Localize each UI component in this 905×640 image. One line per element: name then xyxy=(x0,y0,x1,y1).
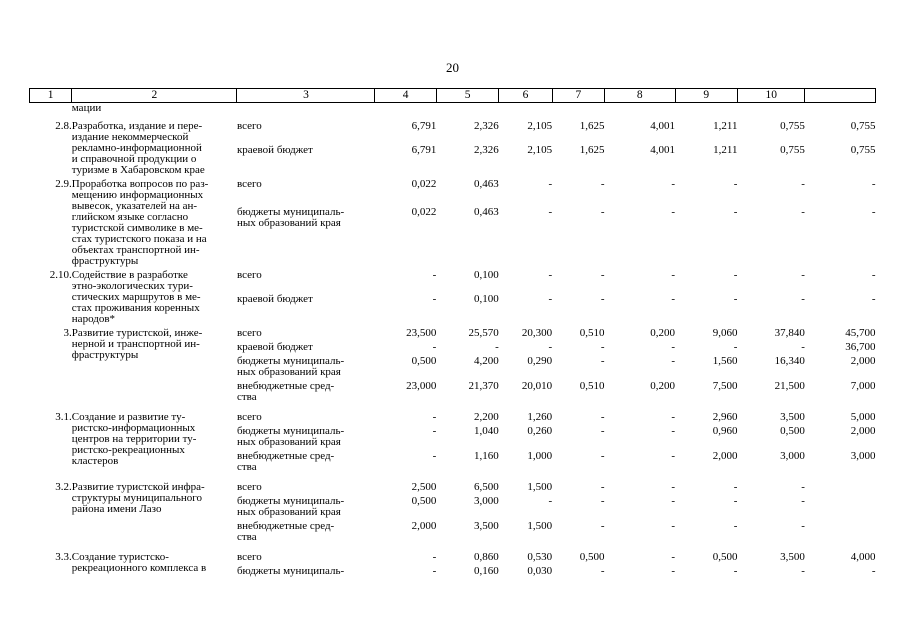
funding-value: 1,211 xyxy=(713,143,738,156)
program-description-line: Содействие в разработке xyxy=(71,269,188,281)
funding-value: - xyxy=(871,206,876,219)
funding-value: 1,000 xyxy=(527,450,553,462)
funding-value xyxy=(675,103,737,122)
program-description-line: Разработка, издание и пере- xyxy=(71,120,203,132)
item-number: 3.2. xyxy=(55,481,72,493)
funding-value: - xyxy=(871,292,876,305)
table-row xyxy=(30,270,876,294)
funding-value: - xyxy=(871,269,876,281)
funding-value: - xyxy=(671,495,676,507)
funding-value xyxy=(805,521,876,552)
funding-value: - xyxy=(432,425,437,437)
funding-value: 2,000 xyxy=(850,425,876,437)
funding-value: 2,326 xyxy=(474,120,499,132)
funding-value: 0,290 xyxy=(527,355,553,367)
funding-source xyxy=(237,328,375,342)
funding-value: 16,340 xyxy=(774,355,805,367)
col-header xyxy=(805,89,876,103)
funding-value: 4,001 xyxy=(650,120,676,132)
funding-value: - xyxy=(801,520,805,532)
table-row xyxy=(30,412,876,426)
funding-source xyxy=(237,496,375,521)
funding-value: 7,000 xyxy=(850,380,876,392)
program-description xyxy=(72,270,237,328)
program-description-line: ристско-рекреационных xyxy=(71,444,185,456)
program-description-line: и справочной продукции о xyxy=(71,153,197,165)
funding-value: - xyxy=(671,269,676,281)
program-description-line: Создание туристско- xyxy=(71,551,169,563)
funding-value: 1,211 xyxy=(713,120,738,132)
funding-source xyxy=(237,482,375,496)
item-number: 2.10. xyxy=(49,269,72,281)
funding-value xyxy=(805,482,876,496)
budget-table xyxy=(29,88,876,586)
funding-value: - xyxy=(801,341,805,353)
program-description-line: района имени Лазо xyxy=(71,503,162,515)
funding-value: 1,560 xyxy=(712,355,738,367)
funding-value xyxy=(499,103,552,122)
program-description-line: Развитие туристской, инже- xyxy=(71,327,203,339)
funding-source-line: ных образований края xyxy=(236,506,341,518)
funding-value xyxy=(436,103,498,122)
program-description-line: вывесок, указателей на ан- xyxy=(71,200,198,212)
funding-source-line: ства xyxy=(236,461,257,473)
budget-table-area xyxy=(29,88,876,640)
program-description xyxy=(72,412,237,482)
program-description-line: мации xyxy=(71,102,102,114)
funding-source-line: всего xyxy=(236,178,262,190)
funding-value: - xyxy=(600,269,605,281)
funding-value: - xyxy=(871,565,876,577)
funding-value: 0,160 xyxy=(474,565,499,577)
funding-value: 3,000 xyxy=(850,450,876,462)
funding-value: - xyxy=(548,206,553,219)
funding-value: 0,755 xyxy=(780,143,805,156)
funding-value: 0,500 xyxy=(411,355,437,367)
funding-value: - xyxy=(801,269,805,281)
funding-value: - xyxy=(733,269,738,281)
funding-value: 23,000 xyxy=(406,380,437,392)
funding-value: - xyxy=(600,565,605,577)
item-number: 2.9. xyxy=(55,178,72,190)
funding-value: 9,060 xyxy=(712,327,738,339)
funding-value: - xyxy=(600,520,605,532)
funding-source-line: ных образований края xyxy=(236,217,341,230)
funding-value xyxy=(605,103,676,122)
funding-value: 1,500 xyxy=(527,481,553,493)
funding-value: - xyxy=(548,178,553,190)
program-description-line: народов* xyxy=(71,313,116,325)
funding-source xyxy=(237,412,375,426)
funding-value: - xyxy=(432,269,437,281)
funding-value: - xyxy=(871,178,876,190)
funding-value: 2,960 xyxy=(712,411,738,423)
col-header: 1 xyxy=(30,89,72,103)
funding-source xyxy=(237,207,375,270)
funding-value: 0,755 xyxy=(850,143,876,156)
funding-value: 0,755 xyxy=(780,120,805,132)
funding-value: 3,500 xyxy=(780,411,805,423)
funding-value: 23,500 xyxy=(406,327,437,339)
funding-source-line: бюджеты муниципаль- xyxy=(236,495,345,507)
funding-value: 4,000 xyxy=(850,551,876,563)
program-description-line: стических маршрутов в ме- xyxy=(71,291,201,303)
funding-value: 2,105 xyxy=(527,120,553,132)
funding-source-line: бюджеты муниципаль- xyxy=(236,425,345,437)
funding-source-line: краевой бюджет xyxy=(236,143,313,156)
funding-value: - xyxy=(432,341,437,353)
funding-value: - xyxy=(671,425,676,437)
funding-value xyxy=(805,103,876,122)
program-description-line: издание некоммерческой xyxy=(71,131,189,143)
funding-source-line: бюджеты муниципаль- xyxy=(236,206,345,219)
funding-value: - xyxy=(671,551,676,563)
funding-value: 37,840 xyxy=(774,327,805,339)
funding-value: 25,570 xyxy=(468,327,499,339)
funding-value: 1,625 xyxy=(579,120,605,132)
item-number: 3. xyxy=(63,327,72,339)
program-description-line: объектах транспортной ин- xyxy=(71,244,200,256)
program-description xyxy=(72,328,237,412)
funding-source xyxy=(237,426,375,451)
funding-source-line: бюджеты муниципаль- xyxy=(236,355,345,367)
program-description-line: рекламно-информационной xyxy=(71,142,202,154)
funding-source xyxy=(237,342,375,356)
funding-value: 4,200 xyxy=(474,355,499,367)
funding-value: 6,500 xyxy=(474,481,499,493)
funding-value: 45,700 xyxy=(845,327,876,339)
funding-source-line: ных образований края xyxy=(236,366,341,378)
funding-value: 0,500 xyxy=(579,551,605,563)
funding-value: - xyxy=(600,292,605,305)
funding-value: - xyxy=(600,495,605,507)
funding-source xyxy=(237,356,375,381)
funding-source xyxy=(237,521,375,552)
table-row xyxy=(30,328,876,342)
table-row xyxy=(30,552,876,566)
program-description-line: фраструктуры xyxy=(71,349,139,361)
funding-value: - xyxy=(600,481,605,493)
funding-value: - xyxy=(671,481,676,493)
program-description-line: стах проживания коренных xyxy=(71,302,200,314)
item-number: 3.3. xyxy=(55,551,72,563)
funding-value: 0,100 xyxy=(474,269,499,281)
funding-source-line: всего xyxy=(236,481,262,493)
program-description-line: нерной и транспортной ин- xyxy=(71,338,200,350)
program-description-line: структуры муниципального xyxy=(71,492,202,504)
funding-value: 21,370 xyxy=(468,380,499,392)
col-header: 3 xyxy=(237,89,375,103)
funding-value: 0,463 xyxy=(474,178,499,190)
program-description xyxy=(72,482,237,552)
funding-value xyxy=(805,496,876,521)
funding-value: 0,500 xyxy=(780,425,805,437)
funding-value: 0,260 xyxy=(527,425,553,437)
program-description-line: стах туристского показа и на xyxy=(71,233,207,245)
program-description-line: центров на территории ту- xyxy=(71,433,197,445)
funding-value: - xyxy=(432,411,437,423)
funding-value: - xyxy=(801,178,805,190)
funding-source-line: внебюджетные сред- xyxy=(236,450,335,462)
funding-value: - xyxy=(801,292,805,305)
funding-value: - xyxy=(432,551,437,563)
funding-value: - xyxy=(671,411,676,423)
funding-value: - xyxy=(548,341,553,353)
funding-source-line: бюджеты муниципаль- xyxy=(236,565,345,577)
funding-value: - xyxy=(733,341,738,353)
program-description-line: рекреационного комплекса в xyxy=(71,562,207,574)
funding-value: - xyxy=(671,292,676,305)
program-description-line: Создание и развитие ту- xyxy=(71,411,186,423)
funding-value xyxy=(375,103,436,122)
funding-value: - xyxy=(432,292,437,305)
program-description-line: туризме в Хабаровском крае xyxy=(71,164,205,176)
funding-value: - xyxy=(671,178,676,190)
funding-value: - xyxy=(600,206,605,219)
funding-value: - xyxy=(733,481,738,493)
program-description-line: Развитие туристской инфра- xyxy=(71,481,205,493)
table-row xyxy=(30,121,876,145)
funding-source-line: всего xyxy=(236,411,262,423)
table-header-row xyxy=(30,89,876,103)
col-header: 4 xyxy=(375,89,436,103)
funding-value: - xyxy=(600,341,605,353)
funding-value: - xyxy=(801,565,805,577)
funding-source-line: краевой бюджет xyxy=(236,292,313,305)
funding-value: - xyxy=(671,341,676,353)
funding-value: - xyxy=(801,481,805,493)
program-description-line: мещению информационных xyxy=(71,189,204,201)
funding-value: 0,960 xyxy=(712,425,738,437)
funding-value: 2,326 xyxy=(474,143,499,156)
funding-source xyxy=(237,145,375,179)
program-description-line: кластеров xyxy=(71,455,119,467)
funding-value: 1,625 xyxy=(579,143,605,156)
program-description-line: этно-экологических тури- xyxy=(71,280,193,292)
col-header: 5 xyxy=(436,89,498,103)
funding-value xyxy=(737,103,804,122)
funding-value: - xyxy=(733,292,738,305)
page-number: 20 xyxy=(446,60,459,75)
col-header: 6 xyxy=(499,89,552,103)
funding-source xyxy=(237,552,375,566)
funding-value: - xyxy=(733,565,738,577)
funding-value: 0,100 xyxy=(474,292,499,305)
funding-value: - xyxy=(733,520,738,532)
funding-value: 2,000 xyxy=(850,355,876,367)
funding-value: 2,200 xyxy=(474,411,499,423)
funding-value: - xyxy=(600,411,605,423)
funding-value: - xyxy=(671,355,676,367)
funding-value: 5,000 xyxy=(850,411,876,423)
funding-value: - xyxy=(432,565,437,577)
funding-value: 3,500 xyxy=(780,551,805,563)
funding-value: 21,500 xyxy=(774,380,805,392)
funding-value: - xyxy=(548,269,553,281)
funding-source xyxy=(237,103,375,122)
funding-source-line: краевой бюджет xyxy=(236,341,313,353)
col-header: 8 xyxy=(605,89,676,103)
funding-value: - xyxy=(733,206,738,219)
funding-value: - xyxy=(600,355,605,367)
program-description xyxy=(72,103,237,122)
table-row xyxy=(30,179,876,207)
funding-value: - xyxy=(671,450,676,462)
program-description xyxy=(72,121,237,179)
funding-value: 0,755 xyxy=(850,120,876,132)
funding-value: 2,105 xyxy=(527,143,553,156)
funding-source-line: внебюджетные сред- xyxy=(236,520,335,532)
funding-value: - xyxy=(733,178,738,190)
funding-value: 0,530 xyxy=(527,551,553,563)
funding-value: 3,000 xyxy=(780,450,805,462)
program-description xyxy=(72,552,237,586)
funding-value: 6,791 xyxy=(411,143,437,156)
funding-source xyxy=(237,451,375,482)
funding-source xyxy=(237,121,375,145)
funding-value: 36,700 xyxy=(845,341,876,353)
funding-value: - xyxy=(432,450,437,462)
funding-value: 0,500 xyxy=(411,495,437,507)
funding-source-line: ства xyxy=(236,531,257,543)
table-row xyxy=(30,482,876,496)
funding-value: - xyxy=(801,495,805,507)
funding-value: 20,010 xyxy=(521,380,553,392)
funding-value: 0,463 xyxy=(474,206,499,219)
funding-value: 7,500 xyxy=(712,380,738,392)
funding-value: 4,001 xyxy=(650,143,676,156)
funding-source xyxy=(237,381,375,412)
funding-value: - xyxy=(733,495,738,507)
funding-value: 2,000 xyxy=(411,520,437,532)
item-number xyxy=(30,103,72,122)
program-description-line: глийском языке согласно xyxy=(71,211,189,223)
funding-value: - xyxy=(495,341,499,353)
funding-value: 1,260 xyxy=(527,411,553,423)
program-description-line: ристско-информационных xyxy=(71,422,196,434)
funding-source-line: ных образований края xyxy=(236,436,341,448)
funding-value: - xyxy=(600,450,605,462)
funding-source xyxy=(237,270,375,294)
program-description-line: туристской символике в ме- xyxy=(71,222,203,234)
funding-value: 0,022 xyxy=(411,178,437,190)
col-header: 10 xyxy=(737,89,804,103)
col-header: 9 xyxy=(675,89,737,103)
funding-source-line: внебюджетные сред- xyxy=(236,380,335,392)
funding-value: 0,200 xyxy=(650,327,676,339)
funding-value: 2,000 xyxy=(712,450,738,462)
funding-source xyxy=(237,566,375,586)
item-number: 3.1. xyxy=(55,411,72,423)
funding-value: - xyxy=(600,178,605,190)
funding-value: 0,030 xyxy=(527,565,553,577)
funding-value: - xyxy=(548,292,553,305)
funding-value: - xyxy=(671,206,676,219)
funding-value: 0,510 xyxy=(579,380,605,392)
funding-value: 0,022 xyxy=(411,206,437,219)
program-description xyxy=(72,179,237,270)
col-header: 2 xyxy=(72,89,237,103)
funding-value: 6,791 xyxy=(411,120,437,132)
funding-source-line: ства xyxy=(236,391,257,403)
funding-value: 3,500 xyxy=(474,520,499,532)
funding-value: 0,500 xyxy=(712,551,738,563)
funding-value: 1,500 xyxy=(527,520,553,532)
col-header: 7 xyxy=(552,89,604,103)
funding-value: 1,040 xyxy=(474,425,499,437)
funding-source-line: всего xyxy=(236,551,262,563)
funding-source xyxy=(237,294,375,328)
funding-value: 1,160 xyxy=(474,450,499,462)
funding-value: - xyxy=(600,425,605,437)
funding-source-line: всего xyxy=(236,269,262,281)
funding-value: 2,500 xyxy=(411,481,437,493)
program-description-line: фраструктуры xyxy=(71,255,139,267)
program-description-line: Проработка вопросов по раз- xyxy=(71,178,209,190)
funding-value: 3,000 xyxy=(474,495,499,507)
item-number: 2.8. xyxy=(55,120,72,132)
funding-value: 0,510 xyxy=(579,327,605,339)
funding-value: 0,860 xyxy=(474,551,499,563)
funding-source xyxy=(237,179,375,207)
funding-value: - xyxy=(671,520,676,532)
funding-source-line: всего xyxy=(236,327,262,339)
funding-value: 0,200 xyxy=(650,380,676,392)
funding-value: - xyxy=(548,495,553,507)
table-row xyxy=(30,103,876,122)
funding-value: - xyxy=(801,206,805,219)
funding-value: 20,300 xyxy=(521,327,553,339)
funding-value: - xyxy=(671,565,676,577)
funding-source-line: всего xyxy=(236,120,262,132)
funding-value xyxy=(552,103,604,122)
